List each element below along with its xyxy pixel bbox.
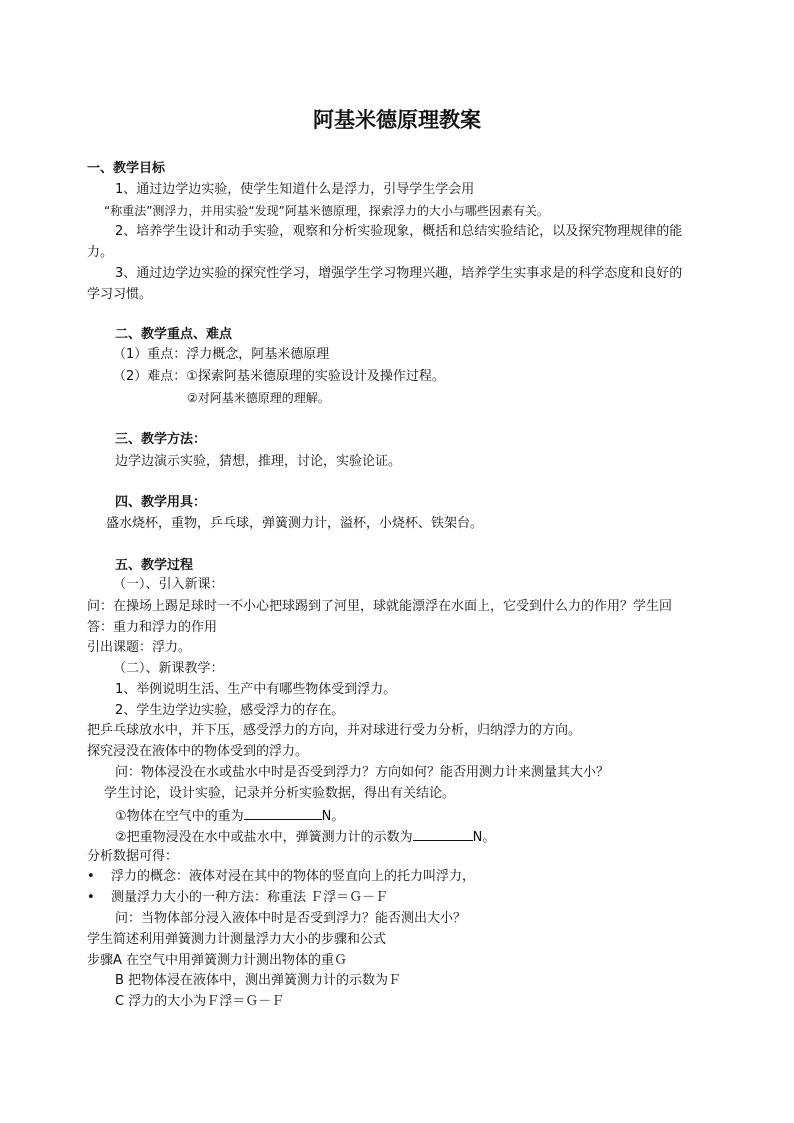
paragraph-line: 2、培养学生设计和动手实验，观察和分析实验现象，概括和总结实验结论，以及探究物理规律的能 [115,224,683,239]
paragraph-line: （2）难点：①探索阿基米德原理的实验设计及操作过程。 [113,369,445,384]
bullet-icon: • [87,890,95,905]
blank-field [244,806,322,820]
section-4-heading: 四、教学用具： [115,495,207,510]
section-5-heading: 五、教学过程 [115,558,194,573]
paragraph-line: 学生讨论，设计实验，记录并分析实验数据，得出有关结论。 [104,786,456,801]
paragraph-line: （1）重点：浮力概念，阿基米德原理 [113,347,330,362]
paragraph-line: 把乒乓球放水中，并下压，感受浮力的方向，并对球进行受力分析，归纳浮力的方向。 [87,723,582,738]
paragraph-line: 问：在操场上踢足球时一不小心把球踢到了河里，球就能漂浮在水面上，它受到什么力的作用？学生回 [87,599,673,614]
bullet-text: 浮力的概念：液体对浸在其中的物体的竖直向上的托力叫浮力， [111,869,476,884]
measurement-text: ②把重物浸没在水中或盐水中，弹簧测力计的示数为 [115,830,413,845]
step-line: 步骤A 在空气中用弹簧测力计测出物体的重Ｇ [87,953,348,968]
step-line: B 把物体浸在液体中，测出弹簧测力计的示数为Ｆ [115,973,402,988]
paragraph-line: 3、通过边学边实验的探究性学习，增强学生学习物理兴趣，培养学生实事求是的科学态度和良好的 [115,266,683,281]
bullet-item [87,889,388,907]
subsection-heading: （一）、引入新课： [113,577,224,592]
paragraph-line: 探究浸没在液体中的物体受到的浮力。 [87,744,309,759]
paragraph-line: 问：物体浸没在水或盐水中时是否受到浮力？方向如何？能否用测力计来测量其大小？ [115,765,610,780]
paragraph-line: 学习习惯。 [87,287,153,302]
paragraph-line: 学生简述利用弹簧测力计测量浮力大小的步骤和公式 [87,932,387,947]
bullet-text: 测量浮力大小的一种方法：称重法 Ｆ浮＝Ｇ－Ｆ [111,890,389,905]
paragraph-line: “称重法”测浮力，并用实验“发现”阿基米德原理，探索浮力的大小与哪些因素有关。 [104,204,549,218]
paragraph-line: 答：重力和浮力的作用 [87,620,218,635]
bullet-icon: • [87,869,95,884]
paragraph-line: 力。 [87,245,114,260]
section-3-heading: 三、教学方法： [115,432,207,447]
paragraph-line: 问：当物体部分浸入液体中时是否受到浮力？能否测出大小？ [115,911,467,926]
paragraph-line: 2、学生边学边实验，感受浮力的存在。 [115,703,345,718]
document-title: 阿基米德原理教案 [313,107,481,132]
unit-text: N。 [321,809,345,824]
section-1-heading: 一、教学目标 [87,161,166,176]
measurement-text: ①物体在空气中的重为 [115,809,244,824]
step-line: C 浮力的大小为Ｆ浮＝Ｇ－Ｆ [115,994,285,1009]
subsection-heading: （二）、新课教学： [113,661,224,676]
paragraph-line: 引出课题：浮力。 [87,640,192,655]
unit-text: N。 [472,830,496,845]
paragraph-line: 盛水烧杯，重物，乒乓球，弹簧测力计，溢杯，小烧杯、铁架台。 [106,516,484,531]
paragraph-line: ②对阿基米德原理的理解。 [187,391,330,405]
measurement-line [115,806,344,826]
paragraph-line: 边学边演示实验，猜想，推理，讨论，实验论证。 [115,454,402,469]
paragraph-line: 分析数据可得： [87,849,179,864]
paragraph-line: 1、通过边学边实验，使学生知道什么是浮力，引导学生学会用 [115,182,475,197]
section-2-heading: 二、教学重点、难点 [115,327,233,342]
bullet-item [87,868,475,886]
measurement-line [115,827,495,847]
paragraph-line: 1、举例说明生活、生产中有哪些物体受到浮力。 [115,682,397,697]
blank-field [413,827,473,841]
